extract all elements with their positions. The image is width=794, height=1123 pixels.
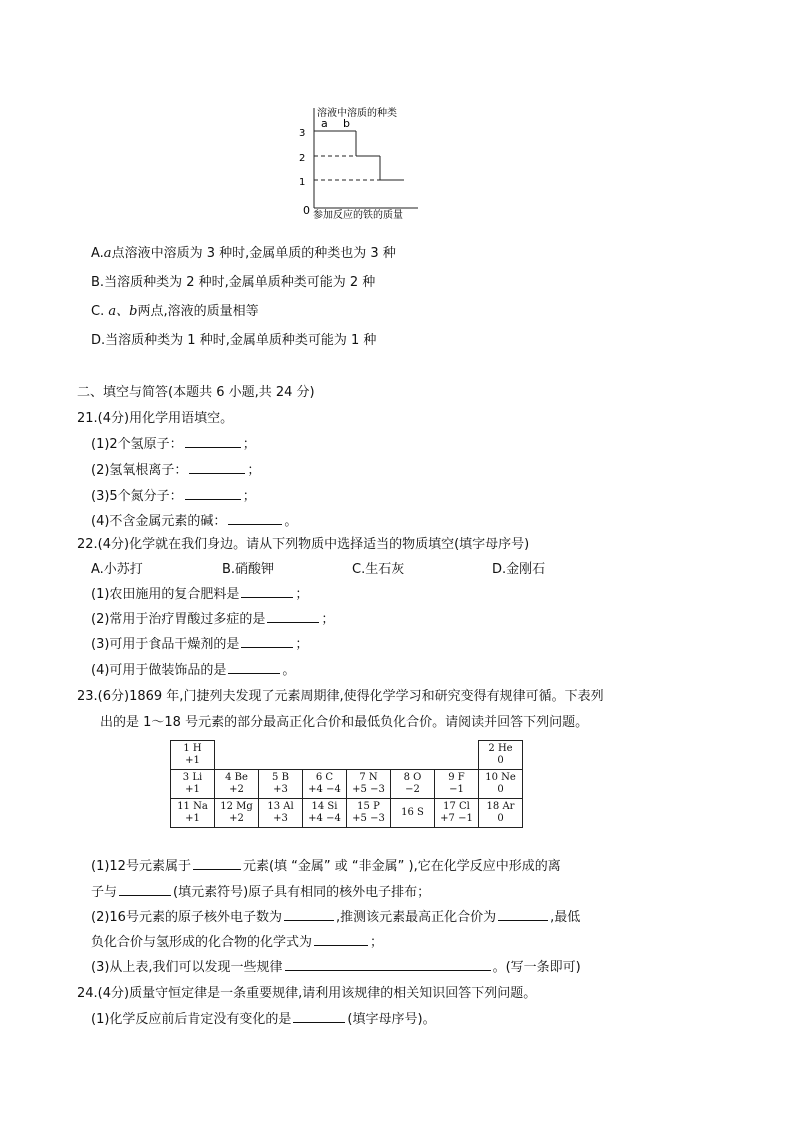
q23-sub2-line1: (2)16号元素的原子核外电子数为 ,推测该元素最高正化合价为 ,最低 [91,910,581,925]
q23-sub1-line1: (1)12号元素属于 元素(填 “金属” 或 “非金属” ),它在化学反应中形成的离 [91,859,561,874]
element-cell: 1 H +1 [171,741,215,770]
table-row [171,770,523,799]
q21-item-3: (3)5个氮分子： ； [91,489,256,504]
table-row [171,741,523,770]
element-cell: 14 Si +4 −4 [303,799,347,828]
point-a-label: a [321,117,328,130]
y-tick-2: 2 [299,153,306,164]
answer-blank[interactable] [293,1011,345,1023]
q22-item-3: (3)可用于食品干燥剂的是 ； [91,637,309,652]
element-cell: 17 Cl +7 −1 [435,799,479,828]
element-cell: 3 Li +1 [171,770,215,799]
q23-sub3: (3)从上表,我们可以发现一些规律 。(写一条即可) [91,960,581,975]
element-cell: 11 Na +1 [171,799,215,828]
graph-origin: 0 [303,204,310,217]
answer-blank[interactable] [498,909,548,921]
q22-choice-b: B.硝酸钾 [222,562,275,577]
element-cell: 6 C +4 −4 [303,770,347,799]
q24-sub1: (1)化学反应前后肯定没有变化的是 (填字母序号)。 [91,1012,436,1027]
element-cell: 18 Ar 0 [479,799,523,828]
q22-item-2: (2)常用于治疗胃酸过多症的是 ； [91,612,335,627]
option-a: A.a点溶液中溶质为 3 种时,金属单质的种类也为 3 种 [91,246,396,261]
element-cell: 12 Mg +2 [215,799,259,828]
point-b-label: b [343,117,350,130]
q23-sub1-line2: 子与 (填元素符号)原子具有相同的核外电子排布； [91,885,431,900]
step-graph [290,100,440,230]
table-row [171,799,523,828]
option-d: D.当溶质种类为 1 种时,金属单质种类可能为 1 种 [91,333,377,348]
y-tick-3: 3 [299,128,306,139]
q21-item-2: (2)氢氧根离子： ； [91,463,261,478]
q22-item-4: (4)可用于做装饰品的是 。 [91,663,296,678]
answer-blank[interactable] [193,858,241,870]
answer-blank[interactable] [285,959,491,971]
element-cell: 8 O −2 [391,770,435,799]
y-tick-1: 1 [299,177,306,188]
q24-stem: 24.(4分)质量守恒定律是一条重要规律,请利用该规律的相关知识回答下列问题。 [77,986,537,1001]
answer-blank[interactable] [241,636,293,648]
element-cell: 10 Ne 0 [479,770,523,799]
element-cell: 15 P +5 −3 [347,799,391,828]
graph-xlabel: 参加反应的铁的质量 [313,210,403,221]
q22-stem: 22.(4分)化学就在我们身边。请从下列物质中选择适当的物质填空(填字母序号) [77,537,530,552]
element-cell: 16 S [391,799,435,828]
element-cell: 4 Be +2 [215,770,259,799]
answer-blank[interactable] [267,611,319,623]
graph-ylabel: 溶液中溶质的种类 [317,108,397,119]
option-c: C. a、b两点,溶液的质量相等 [91,304,259,319]
q22-choice-c: C.生石灰 [352,562,405,577]
option-b: B.当溶质种类为 2 种时,金属单质种类可能为 2 种 [91,275,376,290]
answer-blank[interactable] [185,436,241,448]
answer-blank[interactable] [119,884,171,896]
q21-stem: 21.(4分)用化学用语填空。 [77,411,234,426]
element-cell: 7 N +5 −3 [347,770,391,799]
element-cell: 2 He 0 [479,741,523,770]
q22-choice-d: D.金刚石 [492,562,546,577]
element-cell: 5 B +3 [259,770,303,799]
q22-choice-a: A.小苏打 [91,562,143,577]
q21-item-1: (1)2个氢原子： ； [91,437,256,452]
element-cell: 13 Al +3 [259,799,303,828]
answer-blank[interactable] [284,909,334,921]
q21-item-4: (4)不含金属元素的碱： 。 [91,514,298,529]
q22-item-1: (1)农田施用的复合肥料是 ； [91,587,309,602]
q23-stem-line1: 23.(6分)1869 年,门捷列夫发现了元素周期律,使得化学学习和研究变得有规律可循。下表列 [77,689,604,704]
answer-blank[interactable] [189,462,245,474]
q23-stem-line2: 出的是 1～18 号元素的部分最高正化合价和最低负化合价。请阅读并回答下列问题。 [100,715,589,730]
answer-blank[interactable] [185,488,241,500]
q23-sub2-line2: 负化合价与氢形成的化合物的化学式为 ； [91,935,384,950]
answer-blank[interactable] [228,513,282,525]
answer-blank[interactable] [241,586,293,598]
periodic-table [170,740,523,828]
section-title: 二、填空与简答(本题共 6 小题,共 24 分) [77,385,315,400]
element-cell: 9 F −1 [435,770,479,799]
answer-blank[interactable] [314,934,368,946]
answer-blank[interactable] [228,662,280,674]
